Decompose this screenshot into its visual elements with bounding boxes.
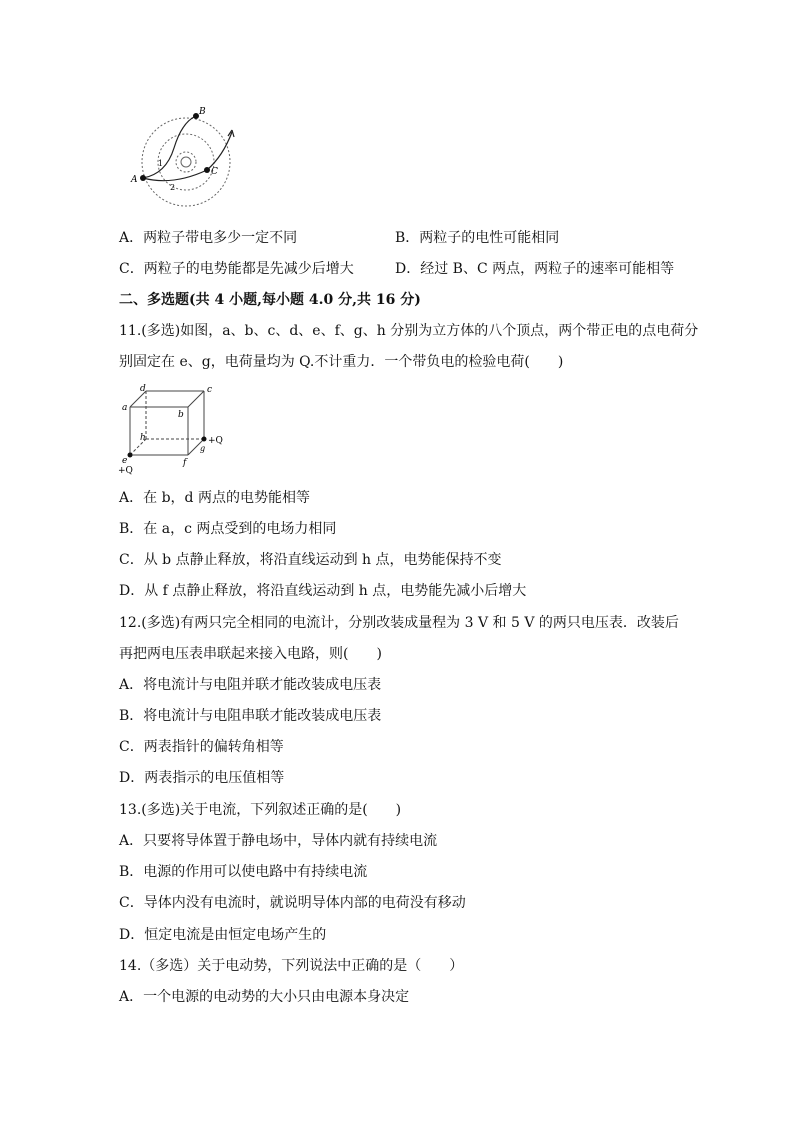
point-C: [204, 167, 210, 173]
q13-stem: 13.(多选)关于电流，下列叙述正确的是( ): [119, 802, 402, 818]
q10-options-row2: [119, 260, 719, 278]
label-B: B: [199, 107, 206, 117]
q13-option-b: B．电源的作用可以使电路中有持续电流: [119, 864, 368, 880]
figure-cube: [116, 383, 226, 475]
q10-options-row1: [119, 229, 719, 247]
point-A: [140, 175, 146, 181]
q12-option-d: D．两表指示的电压值相等: [119, 770, 285, 786]
label-g: g: [200, 444, 206, 453]
q14-stem: 14.（多选）关于电动势，下列说法中正确的是（ ）: [119, 958, 464, 974]
q11-stem-line1: 11.(多选)如图，a、b、c、d、e、f、g、h 分别为立方体的八个顶点，两个带正电的点电荷分: [119, 323, 699, 339]
q13-option-c: C．导体内没有电流时，就说明导体内部的电荷没有移动: [119, 895, 466, 911]
q12-option-c: C．两表指针的偏转角相等: [119, 739, 284, 755]
q10-option-a: A．两粒子带电多少一定不同: [119, 230, 298, 246]
middle-circle: [158, 134, 214, 190]
q10-option-c: C．两粒子的电势能都是先减少后增大: [119, 261, 354, 277]
center-circle: [181, 157, 191, 167]
label-plus-q-g: +Q: [208, 436, 223, 446]
label-a: a: [122, 403, 128, 413]
q11-option-b: B．在 a，c 两点受到的电场力相同: [119, 521, 337, 537]
label-c: c: [207, 385, 213, 395]
q12-option-a: A．将电流计与电阻并联才能改装成电压表: [119, 677, 382, 693]
q12-option-b: B．将电流计与电阻串联才能改装成电压表: [119, 708, 382, 724]
label-d: d: [140, 384, 146, 394]
label-C: C: [211, 167, 218, 177]
section-title: 二、多选题(共 4 小题,每小题 4.0 分,共 16 分): [119, 292, 421, 308]
q11-option-a: A．在 b，d 两点的电势能相等: [119, 490, 310, 506]
q10-option-d: D．经过 B、C 两点，两粒子的速率可能相等: [395, 261, 675, 277]
trajectory-1: [143, 116, 196, 178]
label-e: e: [122, 456, 128, 466]
q13-option-a: A．只要将导体置于静电场中，导体内就有持续电流: [119, 833, 438, 849]
q13-option-d: D．恒定电流是由恒定电场产生的: [119, 927, 327, 943]
label-A: A: [131, 175, 138, 185]
q11-option-d: D．从 f 点静止释放，将沿直线运动到 h 点，电势能先减小后增大: [119, 583, 527, 599]
label-b: b: [178, 410, 184, 420]
label-2: 2: [170, 183, 176, 192]
q12-stem-line2: 再把两电压表串联起来接入电路，则( ): [119, 646, 382, 662]
charge-g: [202, 437, 207, 442]
label-1: 1: [158, 159, 164, 168]
figure-trajectories: [128, 104, 238, 214]
label-h: h: [140, 433, 146, 443]
inner-circle: [176, 152, 196, 172]
outer-circle: [142, 118, 230, 206]
q11-option-c: C．从 b 点静止释放，将沿直线运动到 h 点，电势能保持不变: [119, 552, 502, 568]
q12-stem-line1: 12.(多选)有两只完全相同的电流计，分别改装成量程为 3 V 和 5 V 的两只电压表．改装后: [119, 615, 679, 631]
q10-option-b: B．两粒子的电性可能相同: [395, 230, 560, 246]
label-f: f: [183, 458, 187, 468]
q14-option-a: A．一个电源的电动势的大小只由电源本身决定: [119, 989, 410, 1005]
q11-stem-line2: 别固定在 e、g，电荷量均为 Q.不计重力．一个带负电的检验电荷( ): [119, 354, 564, 370]
label-plus-q-e: +Q: [118, 466, 133, 475]
charge-e: [128, 453, 133, 458]
